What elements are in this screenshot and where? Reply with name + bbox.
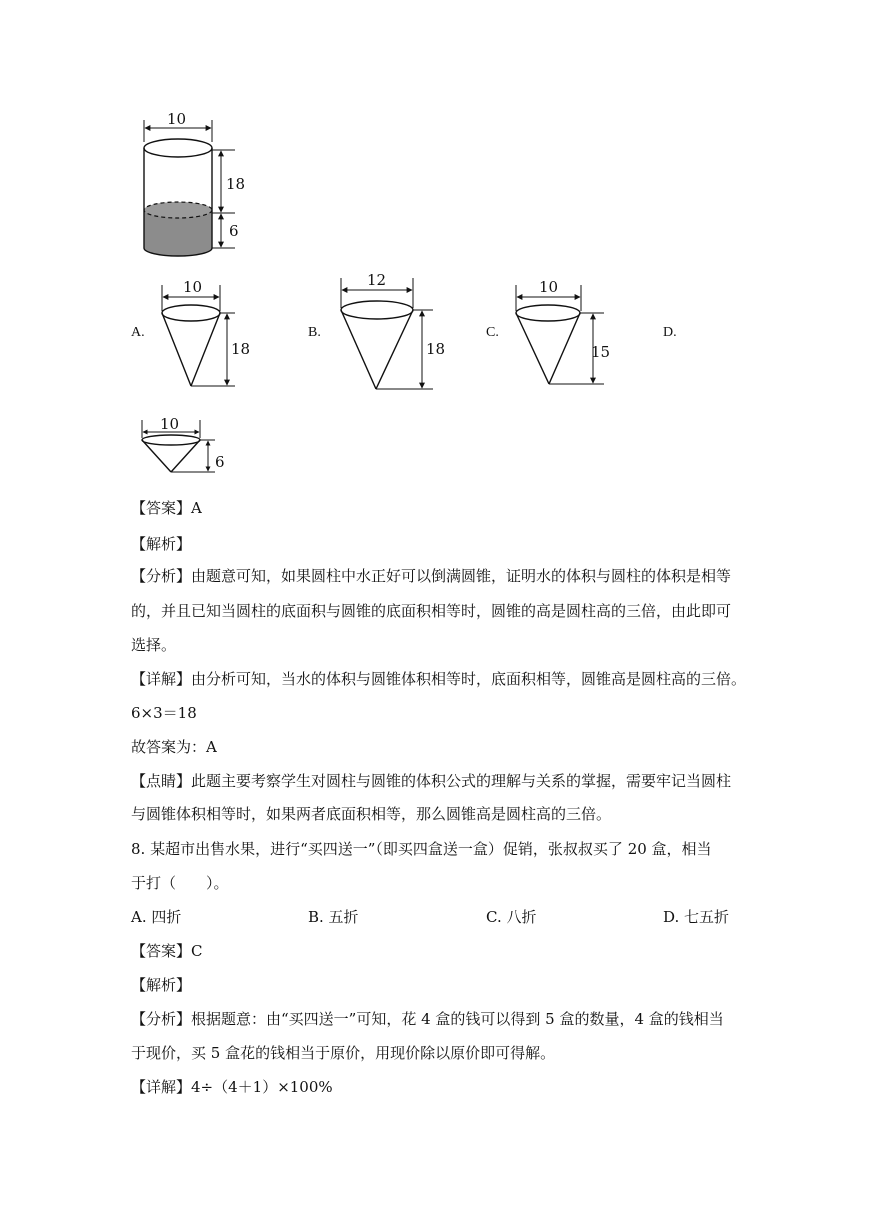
- q7-detail-line: 故答案为：A: [131, 738, 217, 756]
- cylinder-diameter-label: 10: [167, 110, 187, 128]
- option-d-label: D.: [663, 325, 677, 340]
- cone-b-height-label: 18: [426, 340, 446, 358]
- q8-analysis-line: 于现价，买 5 盒花的钱相当于原价，用现价除以原价即可得解。: [131, 1044, 556, 1062]
- cylinder-water-height-label: 6: [229, 222, 239, 240]
- q8-answer: 【答案】C: [131, 942, 203, 960]
- q7-detail-line: 6×3＝18: [131, 704, 197, 722]
- q7-answer: 【答案】A: [131, 499, 202, 517]
- cone-b-figure: [333, 268, 453, 396]
- q8-detail-line: 【详解】4÷（4＋1）×100%: [131, 1078, 333, 1096]
- cone-d-figure: [135, 408, 245, 480]
- cone-c-diameter-label: 10: [539, 278, 559, 296]
- q7-analysis-line: 选择。: [131, 636, 177, 654]
- option-a-label: A.: [131, 325, 145, 340]
- q8-option-a: A. 四折: [131, 908, 182, 926]
- q8-question-line: 于打（ ）。: [131, 874, 229, 892]
- cone-d-height-label: 6: [215, 453, 225, 471]
- q8-analysis-head: 【解析】: [131, 976, 192, 994]
- q7-comment-line: 【点睛】此题主要考察学生对圆柱与圆锥的体积公式的理解与关系的掌握，需要牢记当圆柱: [131, 772, 732, 790]
- cone-a-height-label: 18: [231, 340, 251, 358]
- q8-option-d: D. 七五折: [663, 908, 730, 926]
- option-c-label: C.: [486, 325, 499, 340]
- cone-d-diameter-label: 10: [160, 415, 180, 433]
- q7-analysis-line: 【分析】由题意可知，如果圆柱中水正好可以倒满圆锥，证明水的体积与圆柱的体积是相等: [131, 567, 732, 585]
- q7-analysis-head: 【解析】: [131, 535, 192, 553]
- cone-a-figure: [155, 275, 265, 395]
- q8-option-c: C. 八折: [486, 908, 537, 926]
- q8-analysis-line: 【分析】根据题意：由“买四送一”可知，花 4 盒的钱可以得到 5 盒的数量，4 盒的钱相当: [131, 1010, 724, 1028]
- q7-comment-line: 与圆锥体积相等时，如果两者底面积相等，那么圆锥高是圆柱高的三倍。: [131, 805, 612, 823]
- q7-detail-line: 【详解】由分析可知，当水的体积与圆锥体积相等时，底面积相等，圆锥高是圆柱高的三倍。: [131, 670, 747, 688]
- cylinder-upper-height-label: 18: [226, 175, 246, 193]
- cone-a-diameter-label: 10: [183, 278, 203, 296]
- cone-c-figure: [509, 275, 629, 390]
- cone-c-height-label: 15: [591, 343, 611, 361]
- cylinder-figure: [130, 110, 280, 265]
- q7-analysis-line: 的，并且已知当圆柱的底面积与圆锥的底面积相等时，圆锥的高是圆柱高的三倍，由此即可: [131, 602, 732, 620]
- q8-option-b: B. 五折: [308, 908, 359, 926]
- option-b-label: B.: [308, 325, 321, 340]
- cone-b-diameter-label: 12: [367, 271, 387, 289]
- q8-question-line: 8. 某超市出售水果，进行“买四送一”（即买四盒送一盒）促销，张叔叔买了 20 盒，相当: [131, 840, 712, 858]
